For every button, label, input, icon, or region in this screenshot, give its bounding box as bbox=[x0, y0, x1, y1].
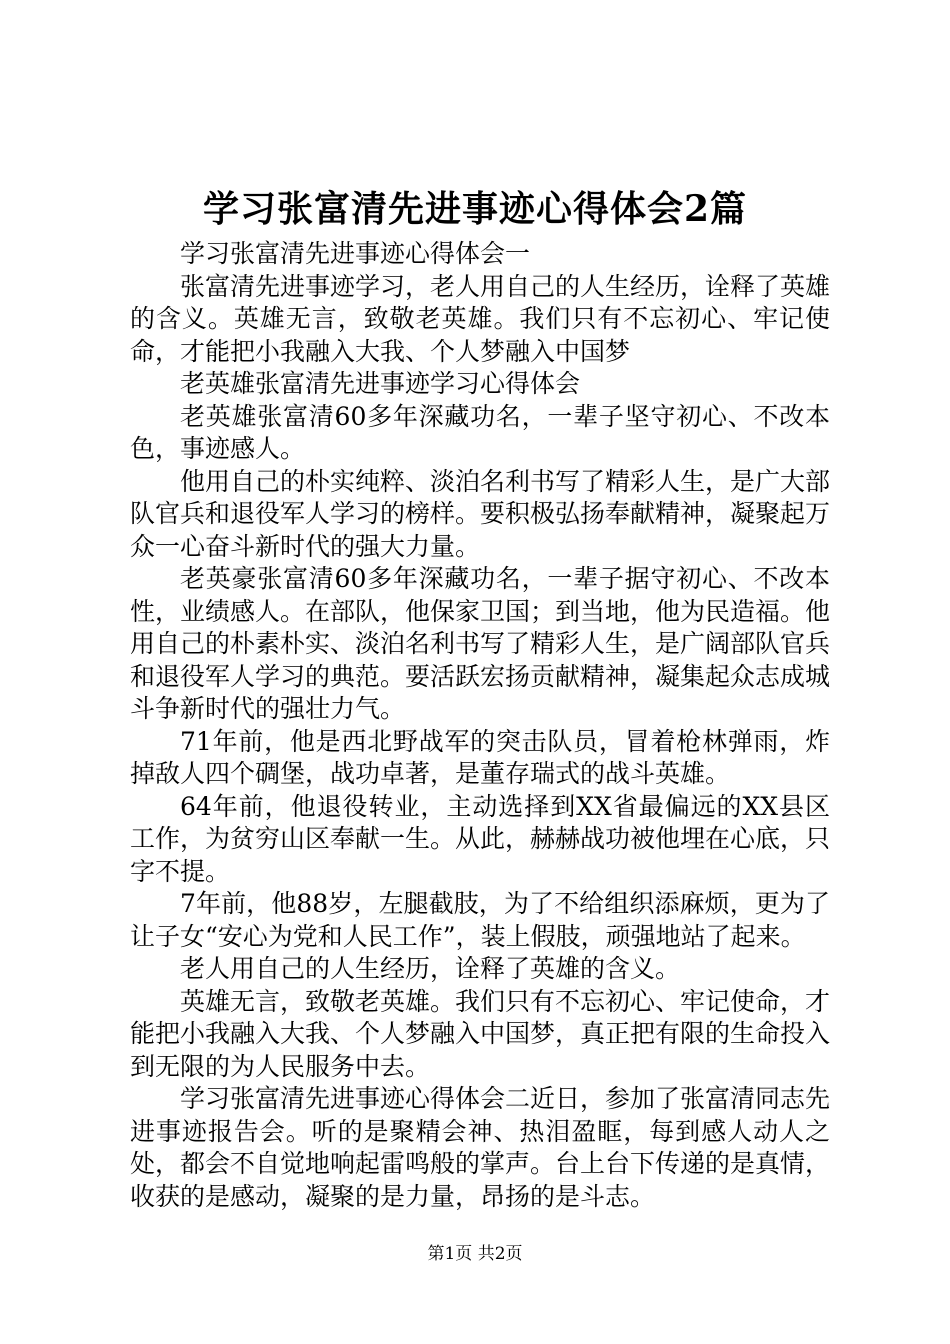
paragraph: 7年前，他88岁，左腿截肢，为了不给组织添麻烦，更为了让子女“安心为党和人民工作”，装上假肢，顽强地站了起来。 bbox=[130, 889, 830, 951]
paragraph: 老英雄张富清先进事迹学习心得体会 bbox=[180, 369, 581, 398]
paragraph: 他用自己的朴实纯粹、淡泊名利书写了精彩人生，是广大部队官兵和退役军人学习的榜样。要积极弘扬奉献精神，凝聚起万众一心奋斗新时代的强大力量。 bbox=[130, 466, 831, 561]
document-title: 学习张富清先进事迹心得体会2篇 bbox=[202, 188, 748, 230]
paragraph: 学习张富清先进事迹心得体会一 bbox=[180, 239, 531, 268]
paragraph: 老英豪张富清60多年深藏功名，一辈子据守初心、不改本性，业绩感人。在部队，他保家卫国；到当地，他为民造福。他用自己的朴素朴实、淡泊名利书写了精彩人生，是广阔部队官兵和退役军人学习的典范。要活跃宏扬贡献精神，凝集起众志成城斗争新时代的强壮力气。 bbox=[130, 564, 831, 723]
page-number-footer: 第1页 共2页 bbox=[427, 1244, 523, 1264]
paragraph: 64年前，他退役转业，主动选择到XX省最偏远的XX县区工作，为贫穷山区奉献一生。从此，赫赫战功被他埋在心底，只字不提。 bbox=[130, 791, 831, 886]
paragraph: 张富清先进事迹学习，老人用自己的人生经历，诠释了英雄的含义。英雄无言，致敬老英雄。我们只有不忘初心、牢记使命，才能把小我融入大我、个人梦融入中国梦 bbox=[130, 271, 831, 366]
paragraph: 英雄无言，致敬老英雄。我们只有不忘初心、牢记使命，才能把小我融入大我、个人梦融入中国梦，真正把有限的生命投入到无限的为人民服务中去。 bbox=[130, 986, 831, 1081]
paragraph: 71年前，他是西北野战军的突击队员，冒着枪林弹雨，炸掉敌人四个碉堡，战功卓著，是董存瑞式的战斗英雄。 bbox=[130, 726, 830, 788]
document-body bbox=[130, 238, 830, 1213]
paragraph: 老英雄张富清60多年深藏功名，一辈子坚守初心、不改本色，事迹感人。 bbox=[130, 401, 830, 463]
paragraph: 学习张富清先进事迹心得体会二近日，参加了张富清同志先进事迹报告会。听的是聚精会神、热泪盈眶，每到感人动人之处，都会不自觉地响起雷鸣般的掌声。台上台下传递的是真情，收获的是感动，凝聚的是力量，昂扬的是斗志。 bbox=[130, 1084, 831, 1211]
paragraph: 老人用自己的人生经历，诠释了英雄的含义。 bbox=[180, 954, 681, 983]
